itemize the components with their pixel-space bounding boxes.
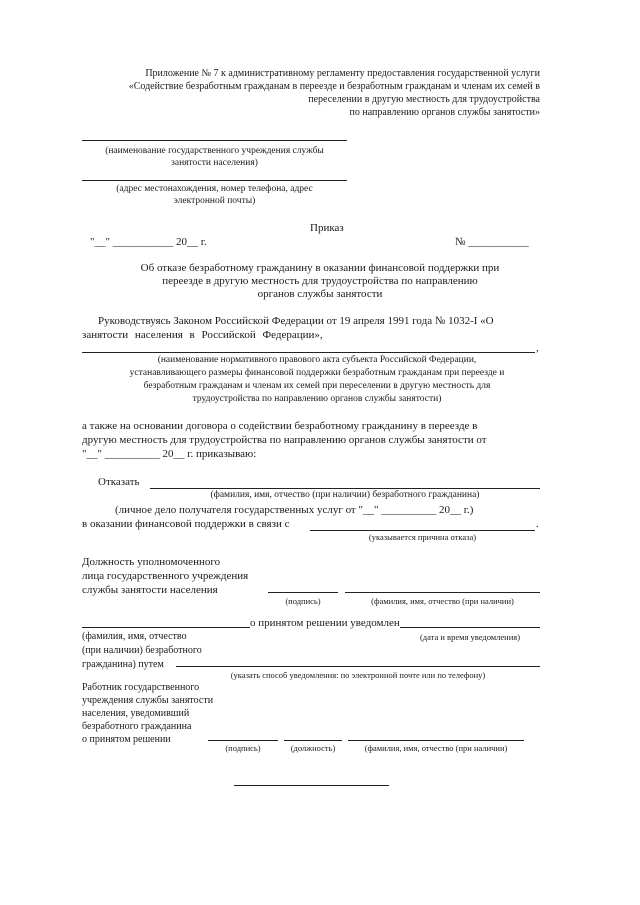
refuse-name-caption: (фамилия, имя, отчество (при наличии) безработного гражданина)	[210, 490, 480, 500]
header-line-1: Приложение № 7 к административному регламенту предоставления государственной услуги	[145, 68, 540, 79]
worker-line-3: населения, уведомивший	[82, 708, 190, 719]
org-name-line	[82, 140, 347, 141]
refuse-reason-line: в оказании финансовой поддержки в связи с	[82, 518, 290, 530]
refuse-period: .	[536, 518, 539, 530]
worker-name-caption: (фамилия, имя, отчество (при наличии)	[364, 743, 508, 753]
contract-line-1: а также на основании договора о содействии безработному гражданину в переезде в	[82, 420, 478, 432]
notification-method-line	[176, 666, 540, 667]
org-address-caption-2: электронной почты)	[173, 196, 256, 206]
law-caption-1: (наименование нормативного правового акта субъекта Российской Федерации,	[157, 355, 477, 365]
official-line-3: службы занятости населения	[82, 584, 218, 596]
law-line-1: Руководствуясь Законом Российской Федерации от 19 апреля 1991 года № 1032-I «О	[98, 315, 494, 327]
notified-name-line	[82, 627, 250, 628]
law-caption-4: трудоустройства по направлению органов службы занятости)	[192, 394, 442, 404]
official-name-line	[345, 592, 540, 593]
citizen-caption-1: (фамилия, имя, отчество	[82, 631, 187, 642]
org-name-caption-1: (наименование государственного учреждения службы	[105, 146, 324, 156]
header-line-2: «Содействие безработным гражданам в переезде и безработным гражданам и членам их семей в	[128, 81, 540, 92]
subject-line-3: органов службы занятости	[257, 288, 383, 300]
official-sign-line	[268, 592, 338, 593]
citizen-caption-2: (при наличии) безработного	[82, 645, 202, 656]
law-comma: ,	[536, 342, 539, 354]
law-caption-3: безработным гражданам и членам их семей при переселении в другую местность для	[143, 381, 491, 391]
refuse-label: Отказать	[98, 476, 140, 488]
org-address-line	[82, 180, 347, 181]
refuse-reason-caption: (указывается причина отказа)	[368, 532, 477, 542]
order-number: № ___________	[455, 236, 529, 248]
notified-datetime-caption: (дата и время уведомления)	[419, 632, 521, 642]
footer-divider	[234, 785, 389, 786]
worker-line-2: учреждения службы занятости	[82, 695, 214, 706]
org-address-caption-1: (адрес местонахождения, номер телефона, адрес	[116, 184, 313, 194]
notified-text: о принятом решении уведомлен	[250, 617, 400, 629]
contract-line-3: "__" __________ 20__ г. приказываю:	[82, 448, 257, 460]
worker-line-5: о принятом решении	[82, 734, 171, 745]
header-line-3: переселении в другую местность для трудоустройства	[308, 94, 540, 105]
refuse-name-line	[150, 488, 540, 489]
order-title: Приказ	[310, 222, 344, 234]
subject-line-2: переезде в другую местность для трудоустройства по направлению	[162, 275, 478, 287]
subject-line-1: Об отказе безработному гражданину в оказании финансовой поддержки при	[140, 262, 500, 274]
official-name-caption: (фамилия, имя, отчество (при наличии)	[371, 596, 514, 606]
notification-method-caption: (указать способ уведомления: по электронной почте или по телефону)	[230, 670, 486, 680]
official-line-1: Должность уполномоченного	[82, 556, 221, 568]
citizen-caption-3: гражданина) путем	[82, 659, 164, 670]
law-caption-2: устанавливающего размеры финансовой поддержки безработным гражданам при переезде и	[129, 368, 505, 378]
contract-line-2: другую местность для трудоустройства по направлению органов службы занятости от	[82, 434, 487, 446]
worker-position-line	[284, 740, 342, 741]
worker-position-caption: (должность)	[290, 743, 336, 753]
worker-line-1: Работник государственного	[82, 682, 200, 693]
header-line-4: по направлению органов службы занятости»	[349, 107, 540, 118]
org-name-caption-2: занятости населения)	[171, 158, 258, 168]
law-regional-act-line	[82, 352, 535, 353]
official-sign-caption: (подпись)	[285, 596, 321, 606]
worker-sign-line	[208, 740, 278, 741]
official-line-2: лица государственного учреждения	[82, 570, 249, 582]
worker-sign-caption: (подпись)	[225, 743, 261, 753]
law-line-2: занятости населения в Российской Федерации»,	[82, 329, 323, 341]
refuse-reason-underline	[310, 530, 535, 531]
worker-name-line	[348, 740, 524, 741]
refuse-case-line: (личное дело получателя государственных услуг от "__" __________ 20__ г.)	[115, 504, 474, 516]
worker-line-4: безработного гражданина	[82, 721, 192, 732]
order-date: "__" ___________ 20__ г.	[90, 236, 207, 248]
notified-datetime-line	[400, 627, 540, 628]
